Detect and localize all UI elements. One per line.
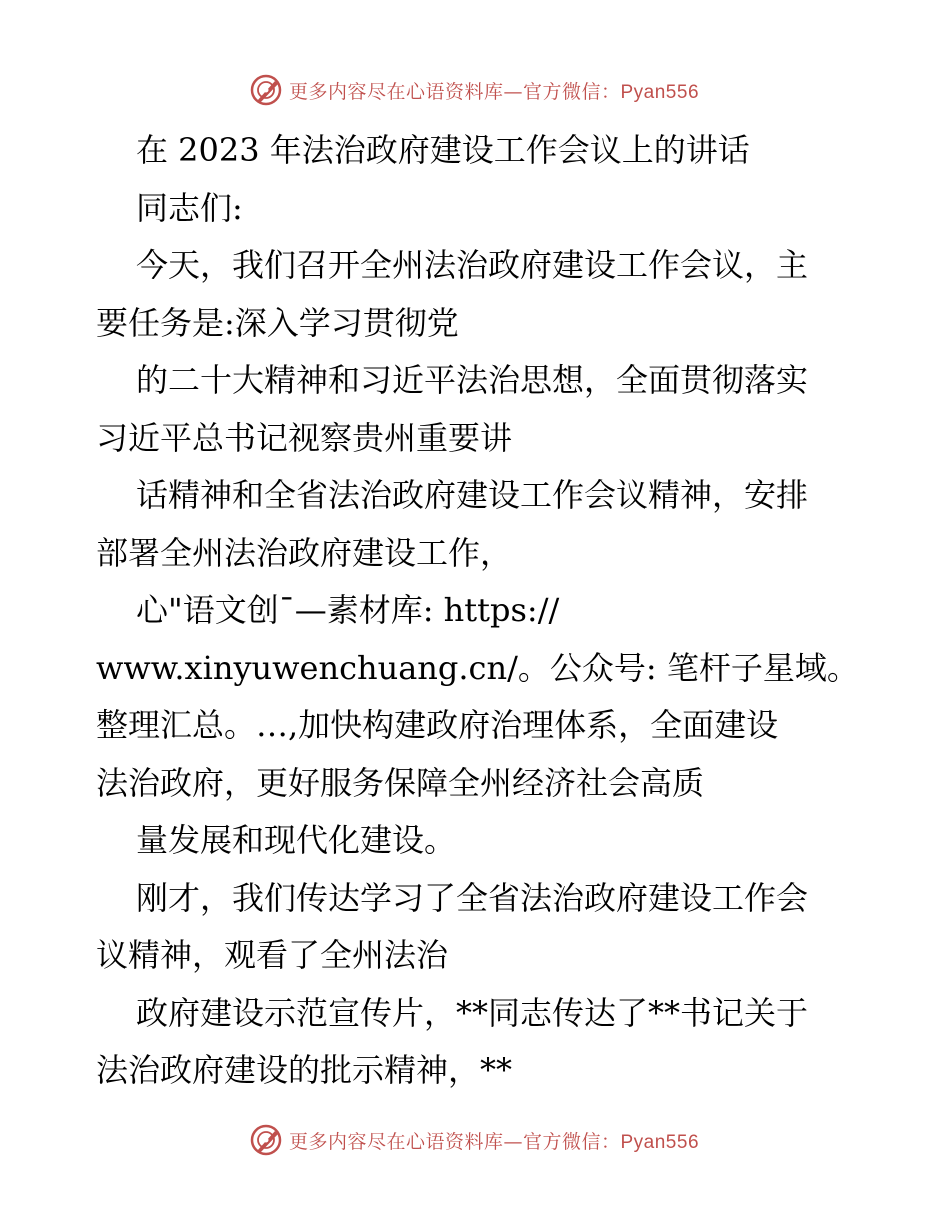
paragraph-line: 议精神，观看了全州法治 bbox=[96, 936, 449, 974]
paragraph-line: 的二十大精神和习近平法治思想，全面贯彻落实 bbox=[136, 361, 809, 399]
paragraph-line: 整理汇总。…,加快构建政府治理体系，全面建设 bbox=[96, 706, 779, 744]
watermark-label: 更多内容尽在心语资料库—官方微信： bbox=[288, 1130, 621, 1153]
paragraph-line: 部署全州法治政府建设工作， bbox=[96, 533, 513, 572]
paragraph-line: 心"语文创¯—素材库: https:// bbox=[136, 591, 560, 629]
paragraph-line: 政府建设示范宣传片，**同志传达了**书记关于 bbox=[136, 993, 809, 1032]
pen-logo-icon bbox=[249, 1123, 283, 1157]
footer-watermark bbox=[0, 1122, 950, 1158]
paragraph-line: www.xinyuwenchuang.cn/。公众号: 笔杆子星域。 bbox=[96, 648, 859, 687]
paragraph-line: 习近平总书记视察贵州重要讲 bbox=[96, 418, 513, 457]
paragraph-line: 刚才，我们传达学习了全省法治政府建设工作会 bbox=[136, 878, 809, 917]
paragraph-line: 话精神和全省法治政府建设工作会议精神，安排 bbox=[136, 476, 809, 514]
paragraph-line: 量发展和现代化建设。 bbox=[136, 821, 457, 859]
header-watermark bbox=[0, 72, 950, 108]
paragraph-line: 今天，我们召开全州法治政府建设工作会议，主 bbox=[136, 246, 809, 284]
paragraph-line: 要任务是:深入学习贯彻党 bbox=[96, 303, 459, 342]
watermark-group bbox=[249, 1123, 699, 1157]
watermark-text bbox=[289, 1127, 699, 1154]
watermark-wechat-id: Pyan556 bbox=[620, 81, 700, 103]
salutation: 同志们: bbox=[136, 188, 243, 227]
pen-logo-icon bbox=[249, 73, 283, 107]
document-title: 在 2023 年法治政府建设工作会议上的讲话 bbox=[136, 131, 750, 169]
paragraph-line: 法治政府建设的批示精神，** bbox=[96, 1051, 513, 1089]
watermark-label: 更多内容尽在心语资料库—官方微信： bbox=[288, 80, 621, 103]
watermark-text bbox=[289, 77, 699, 104]
watermark-group bbox=[249, 73, 699, 107]
watermark-wechat-id: Pyan556 bbox=[620, 1131, 700, 1153]
paragraph-line: 法治政府，更好服务保障全州经济社会高质 bbox=[96, 763, 705, 802]
document-body bbox=[96, 122, 866, 1100]
